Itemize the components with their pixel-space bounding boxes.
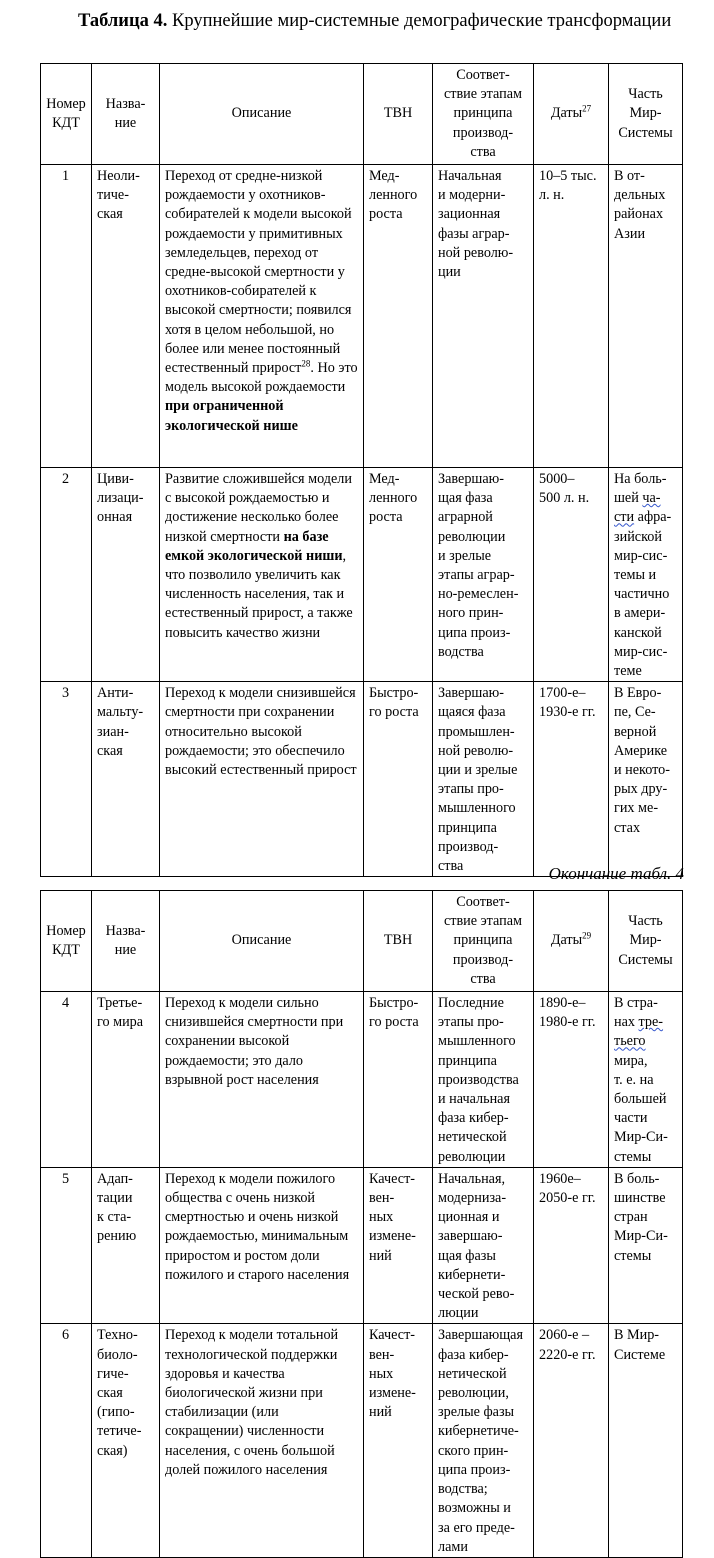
row-tvn: Качест- вен- ных измене- ний <box>364 1324 433 1557</box>
header-stage: Соответ- ствие этапам принципа производ- ства <box>433 891 534 992</box>
row-part <box>609 992 683 1168</box>
footnote-ref: 29 <box>582 930 592 941</box>
header-dates-label: Даты <box>550 105 583 122</box>
row-stage: Последние этапы про- мышленного принципа производства и начальная фаза кибер- нетической революции <box>433 992 534 1168</box>
row-tvn: Мед- ленного роста <box>364 468 433 682</box>
footnote-ref: 28 <box>301 358 311 369</box>
header-part: Часть Мир- Системы <box>609 64 683 165</box>
row-num: 2 <box>41 468 92 682</box>
table-row <box>41 1167 683 1324</box>
row-name: Циви- лизаци- онная <box>92 468 160 682</box>
row-num: 5 <box>41 1167 92 1324</box>
row-num: 3 <box>41 682 92 877</box>
row-name: Анти- мальту- зиан- ская <box>92 682 160 877</box>
row-tvn: Мед- ленного роста <box>364 165 433 468</box>
row-part-text: афра- зийской мир-сис- темы и частично в амери- канской мир-сис- теме <box>614 509 672 680</box>
header-dates <box>534 64 609 165</box>
row-stage: Начальная и модерни- зационная фазы аграр- ной револю- ции <box>433 165 534 468</box>
row-desc-text: Переход от средне-низкой рождаемости у охотников-собирателей к модели высокой рождаемости у примитивных земледельцев, переход от средне-высокой смертности у охотников-собирателей к высокой смертности; появился хотя в целом небольшой, но более или менее постоянный естественный прирост <box>165 168 352 377</box>
header-row <box>41 64 683 165</box>
spellcheck-mark: тре- тьего <box>614 1014 664 1050</box>
row-part-text: В стра- нах <box>614 995 658 1031</box>
row-stage: Начальная, модерниза- ционная и завершаю- щая фазы кибернети- ческой рево- люции <box>433 1167 534 1324</box>
header-dates <box>534 891 609 992</box>
row-desc-text: . Но это модель высокой рождаемости <box>165 360 358 396</box>
row-stage: Завершаю- щая фаза аграрной революции и зрелые этапы аграр- но-ремеслен- ного прин- ципа произ- водства <box>433 468 534 682</box>
header-num: Номер КДТ <box>41 64 92 165</box>
header-name: Назва- ние <box>92 64 160 165</box>
row-name: Неоли- тиче- ская <box>92 165 160 468</box>
row-tvn: Качест- вен- ных измене- ний <box>364 1167 433 1324</box>
header-name: Назва- ние <box>92 891 160 992</box>
row-desc: Переход к модели сильно снизившейся смертности при сохранении высокой рождаемости; это дало взрывной рост населения <box>160 992 364 1168</box>
row-part: В боль- шинстве стран Мир-Си- стемы <box>609 1167 683 1324</box>
row-desc <box>160 165 364 468</box>
header-num: Номер КДТ <box>41 891 92 992</box>
row-dates: 1890-е– 1980-е гг. <box>534 992 609 1168</box>
row-part <box>609 468 683 682</box>
header-desc: Описание <box>160 64 364 165</box>
row-desc-bold: при ограниченной экологической нише <box>165 398 298 434</box>
row-part-text: мира, т. е. на большей части Мир-Си- стемы <box>614 1052 668 1165</box>
spellcheck-mark: ча- сти <box>614 490 661 526</box>
row-name: Третье- го мира <box>92 992 160 1168</box>
row-dates: 1960е– 2050-е гг. <box>534 1167 609 1324</box>
table-part-1 <box>40 63 683 877</box>
row-part: В Евро- пе, Се- верной Америке и некото- рых дру- гих ме- стах <box>609 682 683 877</box>
row-part-text: На боль- шей <box>614 471 667 507</box>
row-stage: Завершающая фаза кибер- нетической революции, зрелые фазы кибернетиче- ского прин- ципа произ- водства; возможны и за его преде- лами <box>433 1324 534 1557</box>
row-desc: Переход к модели снизившейся смертности при сохранении относительно высокой рождаемости; это обеспечило высокий естественный прирост <box>160 682 364 877</box>
row-desc-text: , что позволило увеличить как численность населения, так и естественный прирост, а также повысить качество жизни <box>165 547 353 641</box>
row-tvn: Быстро- го роста <box>364 992 433 1168</box>
table-row <box>41 1324 683 1557</box>
header-part: Часть Мир- Системы <box>609 891 683 992</box>
row-desc <box>160 468 364 682</box>
table-row <box>41 992 683 1168</box>
row-desc-bold: на базе емкой экологической ниши <box>165 528 343 564</box>
table-caption-label: Таблица 4. <box>78 11 168 31</box>
row-dates: 10–5 тыс. л. н. <box>534 165 609 468</box>
table-caption-text: Крупнейшие мир-системные демографические трансформации <box>172 11 672 31</box>
row-part: В от- дельных районах Азии <box>609 165 683 468</box>
table-row <box>41 682 683 877</box>
table-caption <box>40 10 682 32</box>
header-tvn: ТВН <box>364 891 433 992</box>
table-row <box>41 468 683 682</box>
header-tvn: ТВН <box>364 64 433 165</box>
row-dates: 1700-е– 1930-е гг. <box>534 682 609 877</box>
table-part-2 <box>40 890 683 1558</box>
row-desc: Переход к модели тотальной технологической поддержки здоровья и качества биологической жизни при стабилизации (или сокращении) численности населения, с очень большой долей пожилого населения <box>160 1324 364 1557</box>
row-name: Техно- биоло- гиче- ская (гипо- тетиче- ская) <box>92 1324 160 1557</box>
row-stage: Завершаю- щаяся фаза промышлен- ной револю- ции и зрелые этапы про- мышленного принципа производ- ства <box>433 682 534 877</box>
footnote-ref: 27 <box>582 103 592 114</box>
row-desc: Переход к модели пожилого общества с очень низкой смертностью и очень низкой рождаемостью, минимальным приростом и ростом доли пожилого и старого населения <box>160 1167 364 1324</box>
row-num: 4 <box>41 992 92 1168</box>
row-dates: 5000– 500 л. н. <box>534 468 609 682</box>
header-desc: Описание <box>160 891 364 992</box>
continuation-label: Окончание табл. 4 <box>548 864 684 883</box>
row-num: 6 <box>41 1324 92 1557</box>
row-num: 1 <box>41 165 92 468</box>
row-dates: 2060-е – 2220-е гг. <box>534 1324 609 1557</box>
table-row <box>41 165 683 468</box>
row-tvn: Быстро- го роста <box>364 682 433 877</box>
row-name: Адап- тации к ста- рению <box>92 1167 160 1324</box>
header-row <box>41 891 683 992</box>
row-desc-text: Развитие сложившейся модели с высокой рождаемостью и достижение несколько более низкой смертности <box>165 471 352 545</box>
row-part: В Мир- Системе <box>609 1324 683 1557</box>
header-stage: Соответ- ствие этапам принципа производ- ства <box>433 64 534 165</box>
header-dates-label: Даты <box>550 932 583 949</box>
